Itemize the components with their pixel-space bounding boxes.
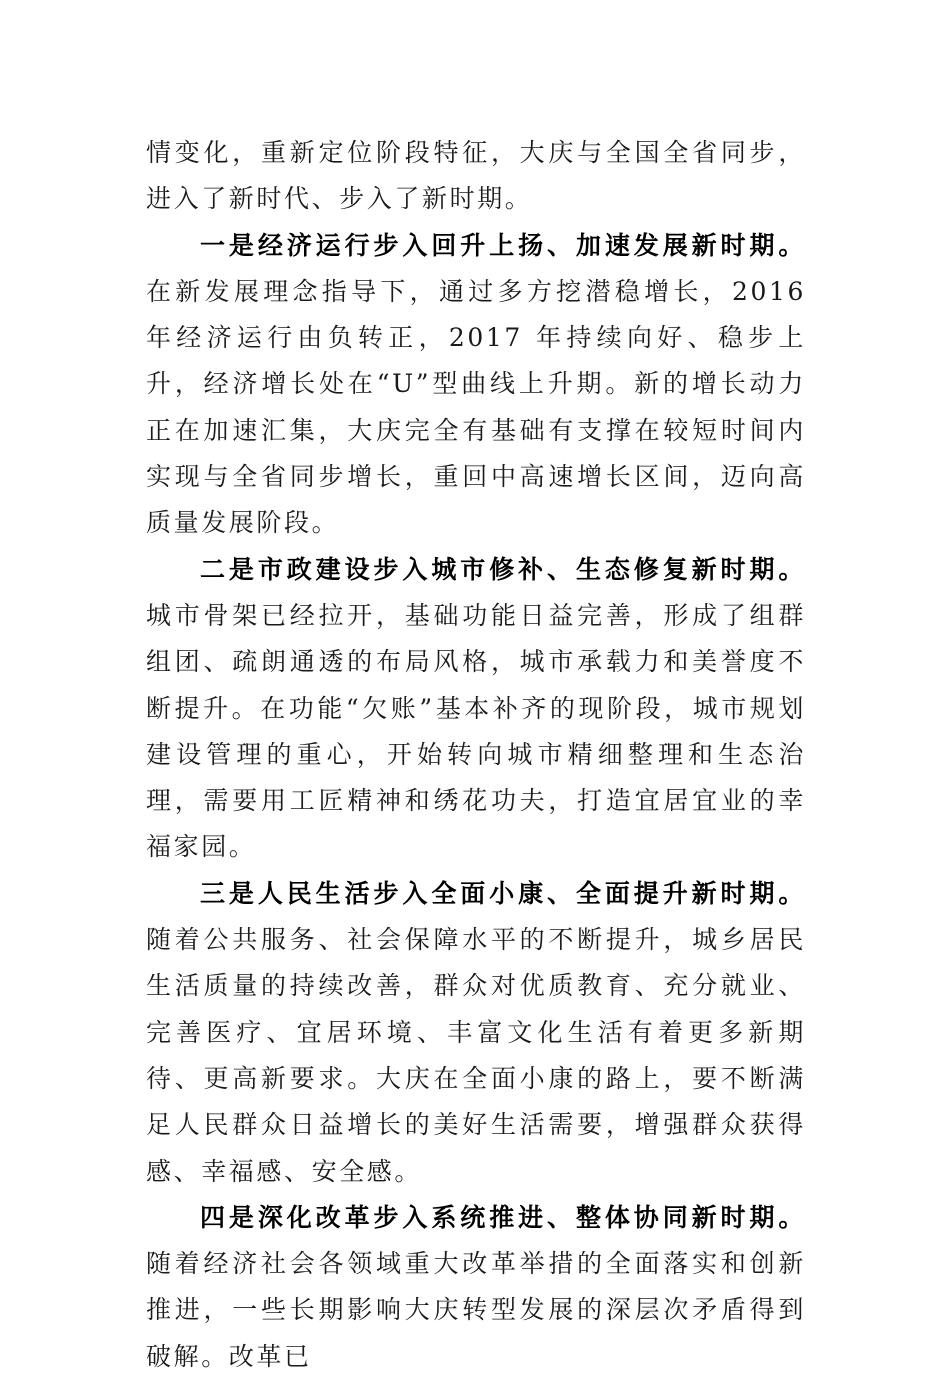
paragraph-urban-construction — [146, 547, 806, 871]
paragraph-text: 随着公共服务、社会保障水平的不断提升，城乡居民生活质量的持续改善，群众对优质教育、充分就业、完善医疗、宜居环境、丰富文化生活有着更多新期待、更高新要求。大庆在全面小康的路上，要不断满足人民群众日益增长的美好生活需要，增强群众获得感、幸福感、安全感。 — [146, 925, 806, 1186]
paragraph-economy — [146, 223, 806, 547]
paragraph-livelihood — [146, 871, 806, 1195]
paragraph-lead: 二是市政建设步入城市修补、生态修复新时期。 — [200, 554, 806, 584]
paragraph-continuation — [146, 130, 806, 223]
document-page — [146, 130, 806, 1380]
paragraph-text: 在新发展理念指导下，通过多方挖潜稳增长，2016 年经济运行由负转正，2017 年持续向好、稳步上升，经济增长处在“U”型曲线上升期。新的增长动力正在加速汇集，大庆完全有基础有支撑在较短时间内实现与全省同步增长，重回中高速增长区间，迈向高质量发展阶段。 — [146, 276, 806, 538]
paragraph-lead: 四是深化改革步入系统推进、整体协同新时期。 — [200, 1202, 806, 1232]
paragraph-text: 随着经济社会各领域重大改革举措的全面落实和创新推进，一些长期影响大庆转型发展的深层次矛盾得到破解。改革已 — [146, 1249, 806, 1371]
paragraph-text: 情变化，重新定位阶段特征，大庆与全国全省同步，进入了新时代、步入了新时期。 — [146, 138, 806, 214]
paragraph-lead: 一是经济运行步入回升上扬、加速发展新时期。 — [200, 230, 806, 260]
paragraph-lead: 三是人民生活步入全面小康、全面提升新时期。 — [200, 878, 806, 908]
paragraph-text: 城市骨架已经拉开，基础功能日益完善，形成了组群组团、疏朗通透的布局风格，城市承载力和美誉度不断提升。在功能“欠账”基本补齐的现阶段，城市规划建设管理的重心，开始转向城市精细整理和生态治理，需要用工匠精神和绣花功夫，打造宜居宜业的幸福家园。 — [146, 600, 806, 862]
paragraph-reform — [146, 1195, 806, 1380]
